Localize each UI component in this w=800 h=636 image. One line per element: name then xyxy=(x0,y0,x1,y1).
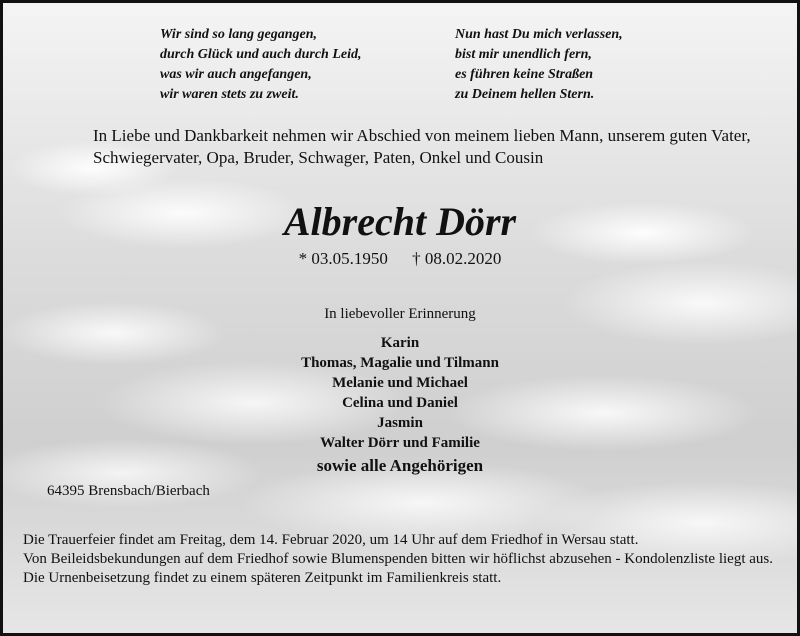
mourner: Celina und Daniel xyxy=(342,395,458,411)
note-line: Die Urnenbeisetzung findet zu einem späteren Zeitpunkt im Familienkreis statt. xyxy=(23,570,502,586)
mourner: Jasmin xyxy=(377,415,423,431)
mourner: Thomas, Magalie und Tilmann xyxy=(301,355,499,371)
poem-line: durch Glück und auch durch Leid, xyxy=(160,47,362,62)
poem-line: zu Deinem hellen Stern. xyxy=(455,87,595,102)
poem-line: Nun hast Du mich verlassen, xyxy=(455,27,623,42)
mourners-list xyxy=(3,333,797,477)
mourners-closing: sowie alle Angehörigen xyxy=(316,456,484,475)
poem-line: bist mir unendlich fern, xyxy=(455,47,592,62)
intro-text: In Liebe und Dankbarkeit nehmen wir Abschied von meinem lieben Mann, unserem guten Vater, Schwiegervater, Opa, Bruder, Schwager, Paten, Onkel und Cousin xyxy=(93,126,751,167)
deceased-name: Albrecht Dörr xyxy=(283,199,517,244)
note-line: Die Trauerfeier findet am Freitag, dem 14. Februar 2020, um 14 Uhr auf dem Friedhof in Wersau statt. xyxy=(23,532,639,548)
poem-line: Wir sind so lang gegangen, xyxy=(160,27,318,42)
mourner: Melanie und Michael xyxy=(332,375,468,391)
funeral-notes xyxy=(23,531,783,588)
poem-line: es führen keine Straßen xyxy=(455,67,594,82)
poem-line: was wir auch angefangen, xyxy=(160,67,312,82)
poem-line: wir waren stets zu zweit. xyxy=(160,87,299,102)
birth-date: * 03.05.1950 xyxy=(298,249,388,268)
poem-right xyxy=(455,25,623,105)
poem-left xyxy=(160,25,361,105)
mourner: Walter Dörr und Familie xyxy=(320,435,480,451)
mourner: Karin xyxy=(380,335,420,351)
place-line: 64395 Brensbach/Bierbach xyxy=(47,483,210,499)
memory-line: In liebevoller Erinnerung xyxy=(324,306,476,322)
life-dates xyxy=(3,248,797,270)
note-line: Von Beileidsbekundungen auf dem Friedhof sowie Blumenspenden bitten wir höflichst abzusehen - Kondolenzliste liegt aus. xyxy=(23,551,773,567)
death-date: † 08.02.2020 xyxy=(412,249,502,268)
